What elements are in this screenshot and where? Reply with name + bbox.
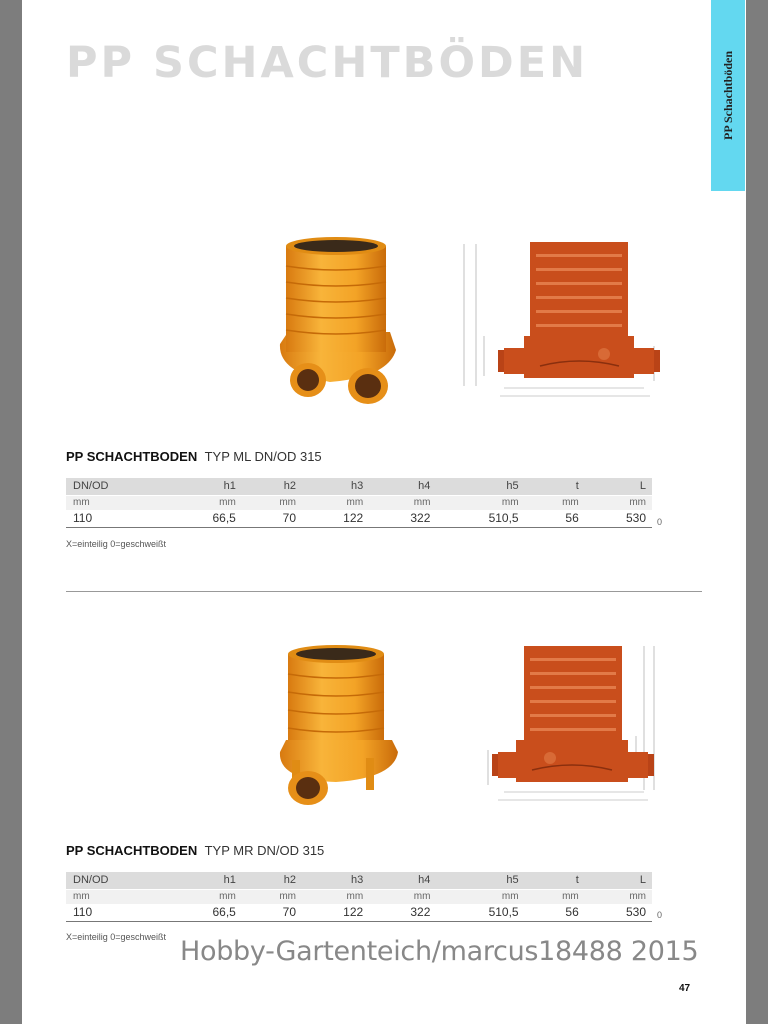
value-cell: 530 — [585, 510, 652, 527]
unit-cell: mm — [436, 889, 524, 904]
page-number: 47 — [679, 983, 691, 994]
unit-cell: mm — [242, 495, 302, 510]
col-header: t — [525, 478, 585, 495]
section-ml-legend: X=einteilig 0=geschweißt — [66, 539, 167, 549]
product-photo-ml — [258, 232, 408, 412]
col-header: h5 — [436, 478, 524, 495]
value-cell: 322 — [369, 904, 436, 921]
unit-cell: mm — [302, 889, 369, 904]
section-ml-mark: 0 — [657, 517, 663, 527]
watermark-text: Hobby-Gartenteich/marcus18488 2015 — [180, 936, 699, 967]
col-header: h5 — [436, 872, 524, 889]
value-cell: 56 — [525, 510, 585, 527]
section-mr-title-type: TYP MR DN/OD 315 — [204, 843, 325, 858]
col-header: h1 — [168, 872, 242, 889]
unit-cell: mm — [525, 889, 585, 904]
page-title: PP SCHACHTBÖDEN — [66, 38, 589, 88]
section-mr-heading — [66, 843, 324, 858]
col-header: DN/OD — [66, 872, 168, 889]
col-header: L — [585, 478, 652, 495]
unit-cell: mm — [242, 889, 302, 904]
product-photo-mr — [262, 640, 412, 820]
col-header: h3 — [302, 872, 369, 889]
value-cell: 66,5 — [168, 510, 242, 527]
unit-cell: mm — [66, 495, 168, 510]
spec-header-row — [66, 478, 652, 495]
chapter-tab — [711, 0, 745, 191]
value-cell: 530 — [585, 904, 652, 921]
section-ml-heading — [66, 449, 322, 464]
section-mr-title-bold: PP SCHACHTBODEN — [66, 843, 198, 858]
value-cell: 70 — [242, 510, 302, 527]
value-cell: 122 — [302, 904, 369, 921]
col-header: h3 — [302, 478, 369, 495]
unit-cell: mm — [168, 495, 242, 510]
spec-header-row — [66, 872, 652, 889]
col-header: h2 — [242, 478, 302, 495]
catalog-page — [22, 0, 746, 1024]
spec-units-row — [66, 889, 652, 904]
spec-values-row — [66, 904, 652, 921]
section-ml-title-type: TYP ML DN/OD 315 — [204, 449, 322, 464]
unit-cell: mm — [585, 495, 652, 510]
unit-cell: mm — [168, 889, 242, 904]
unit-cell: mm — [369, 889, 436, 904]
technical-drawing-ml — [454, 236, 664, 408]
section-mr-legend: X=einteilig 0=geschweißt — [66, 932, 167, 942]
col-header: h1 — [168, 478, 242, 495]
chapter-tab-label: PP Schachtböden — [720, 51, 735, 141]
section-mr-mark: 0 — [657, 910, 663, 920]
section-divider — [66, 591, 702, 592]
value-cell: 510,5 — [436, 904, 524, 921]
value-cell: 322 — [369, 510, 436, 527]
spec-table-ml — [66, 478, 652, 528]
col-header: h4 — [369, 872, 436, 889]
value-cell: 66,5 — [168, 904, 242, 921]
spec-table-mr — [66, 872, 652, 922]
value-cell: 56 — [525, 904, 585, 921]
unit-cell: mm — [369, 495, 436, 510]
col-header: L — [585, 872, 652, 889]
spec-values-row — [66, 510, 652, 527]
col-header: DN/OD — [66, 478, 168, 495]
unit-cell: mm — [585, 889, 652, 904]
col-header: t — [525, 872, 585, 889]
unit-cell: mm — [66, 889, 168, 904]
value-cell: 110 — [66, 904, 168, 921]
section-ml-title-bold: PP SCHACHTBODEN — [66, 449, 198, 464]
technical-drawing-mr — [458, 640, 668, 812]
value-cell: 510,5 — [436, 510, 524, 527]
unit-cell: mm — [436, 495, 524, 510]
col-header: h4 — [369, 478, 436, 495]
value-cell: 110 — [66, 510, 168, 527]
unit-cell: mm — [302, 495, 369, 510]
spec-units-row — [66, 495, 652, 510]
unit-cell: mm — [525, 495, 585, 510]
value-cell: 122 — [302, 510, 369, 527]
col-header: h2 — [242, 872, 302, 889]
value-cell: 70 — [242, 904, 302, 921]
